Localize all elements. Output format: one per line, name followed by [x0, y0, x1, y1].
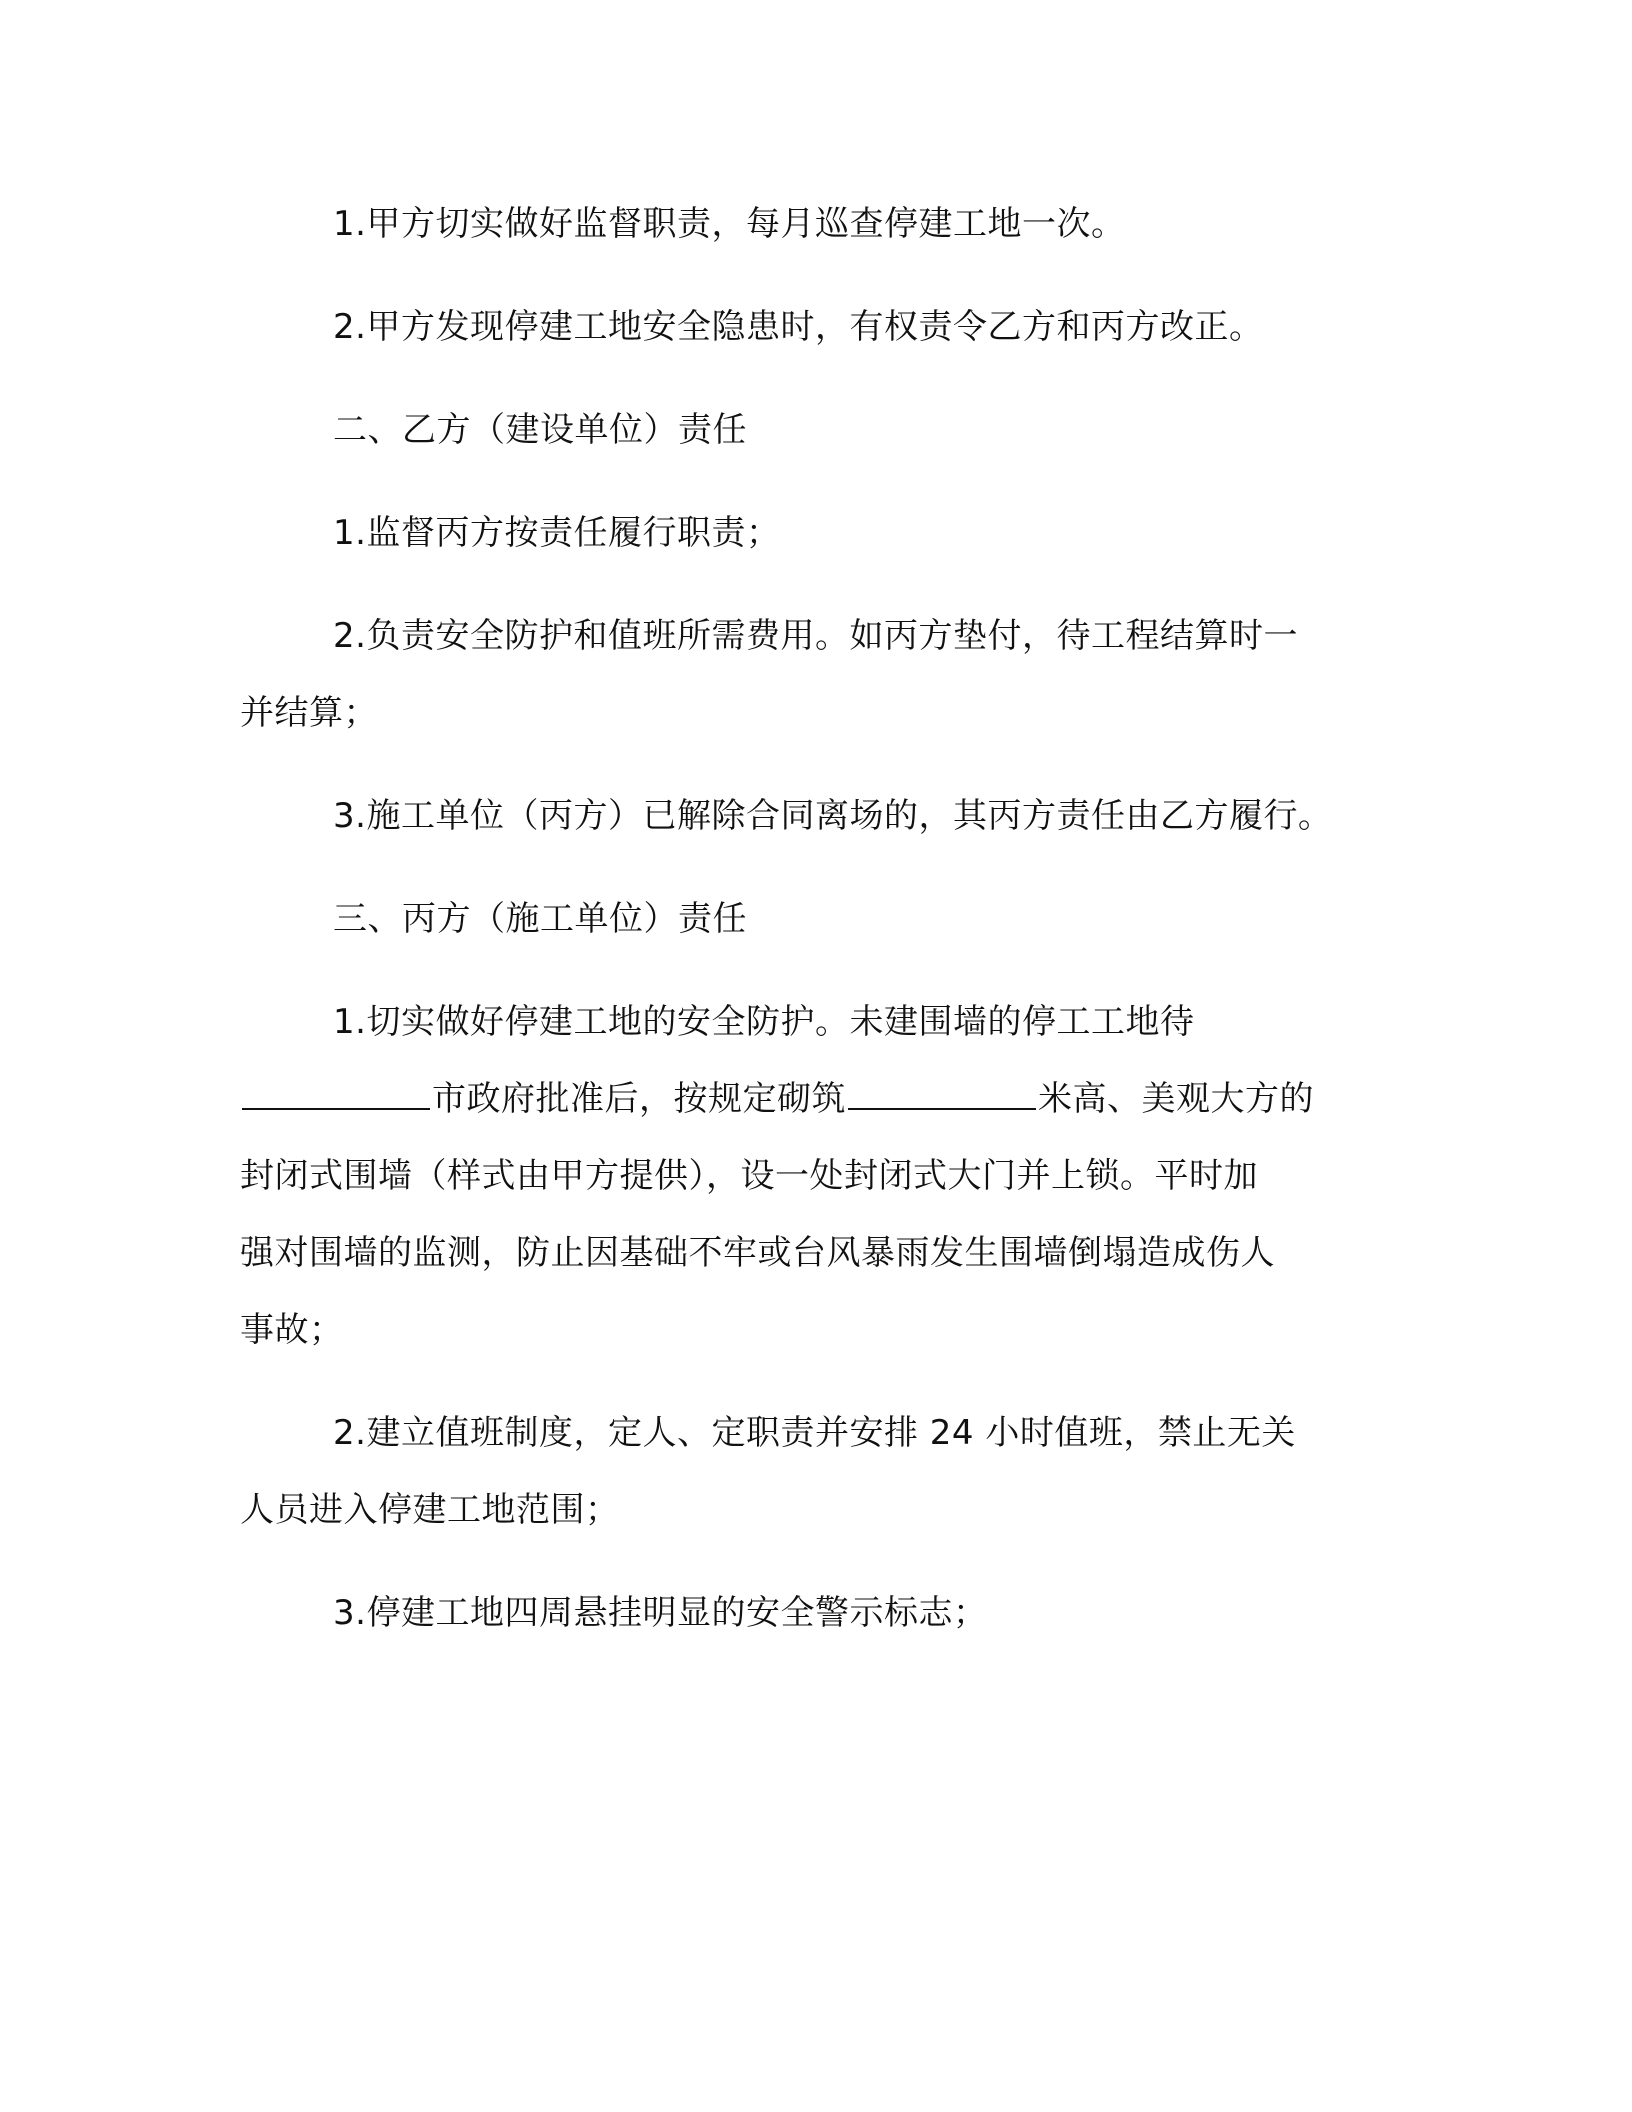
paragraph-party-c-warning-signs: 3.停建工地四周悬挂明显的安全警示标志；: [333, 1593, 988, 1633]
heading-party-b-responsibility: 二、乙方（建设单位）责任: [333, 410, 747, 450]
blank-field-city[interactable]: [242, 1078, 430, 1110]
paragraph-party-c-duty: 2.建立值班制度，定人、定职责并安排 24 小时值班，禁止无关 人员进入停建工地范围；: [240, 1413, 1296, 1530]
paragraph-party-c-protection: 1.切实做好停建工地的安全防护。未建围墙的停工工地待 市政府批准后，按规定砌筑 米高、美观大方的 封闭式围墙（样式由甲方提供），设一处封闭式大门并上锁。平时加 强对围墙的监测，防止因基础不牢或台风暴雨发生围墙倒塌造成伤人 事故；: [240, 984, 1410, 1369]
heading-party-c-responsibility: 三、丙方（施工单位）责任: [333, 899, 747, 939]
paragraph-party-a-rectification: 2.甲方发现停建工地安全隐患时，有权责令乙方和丙方改正。: [333, 307, 1264, 347]
paragraph-party-a-inspection: 1.甲方切实做好监督职责，每月巡查停建工地一次。: [333, 204, 1126, 244]
paragraph-party-b-costs: 2.负责安全防护和值班所需费用。如丙方垫付，待工程结算时一 并结算；: [240, 616, 1298, 733]
document-body: [240, 186, 1410, 1678]
paragraph-party-b-takeover: 3.施工单位（丙方）已解除合同离场的，其丙方责任由乙方履行。: [333, 796, 1333, 836]
paragraph-party-b-supervise: 1.监督丙方按责任履行职责；: [333, 513, 781, 553]
fill-in-line: 市政府批准后，按规定砌筑 米高、美观大方的: [240, 1061, 1410, 1138]
blank-field-height[interactable]: [848, 1078, 1036, 1110]
